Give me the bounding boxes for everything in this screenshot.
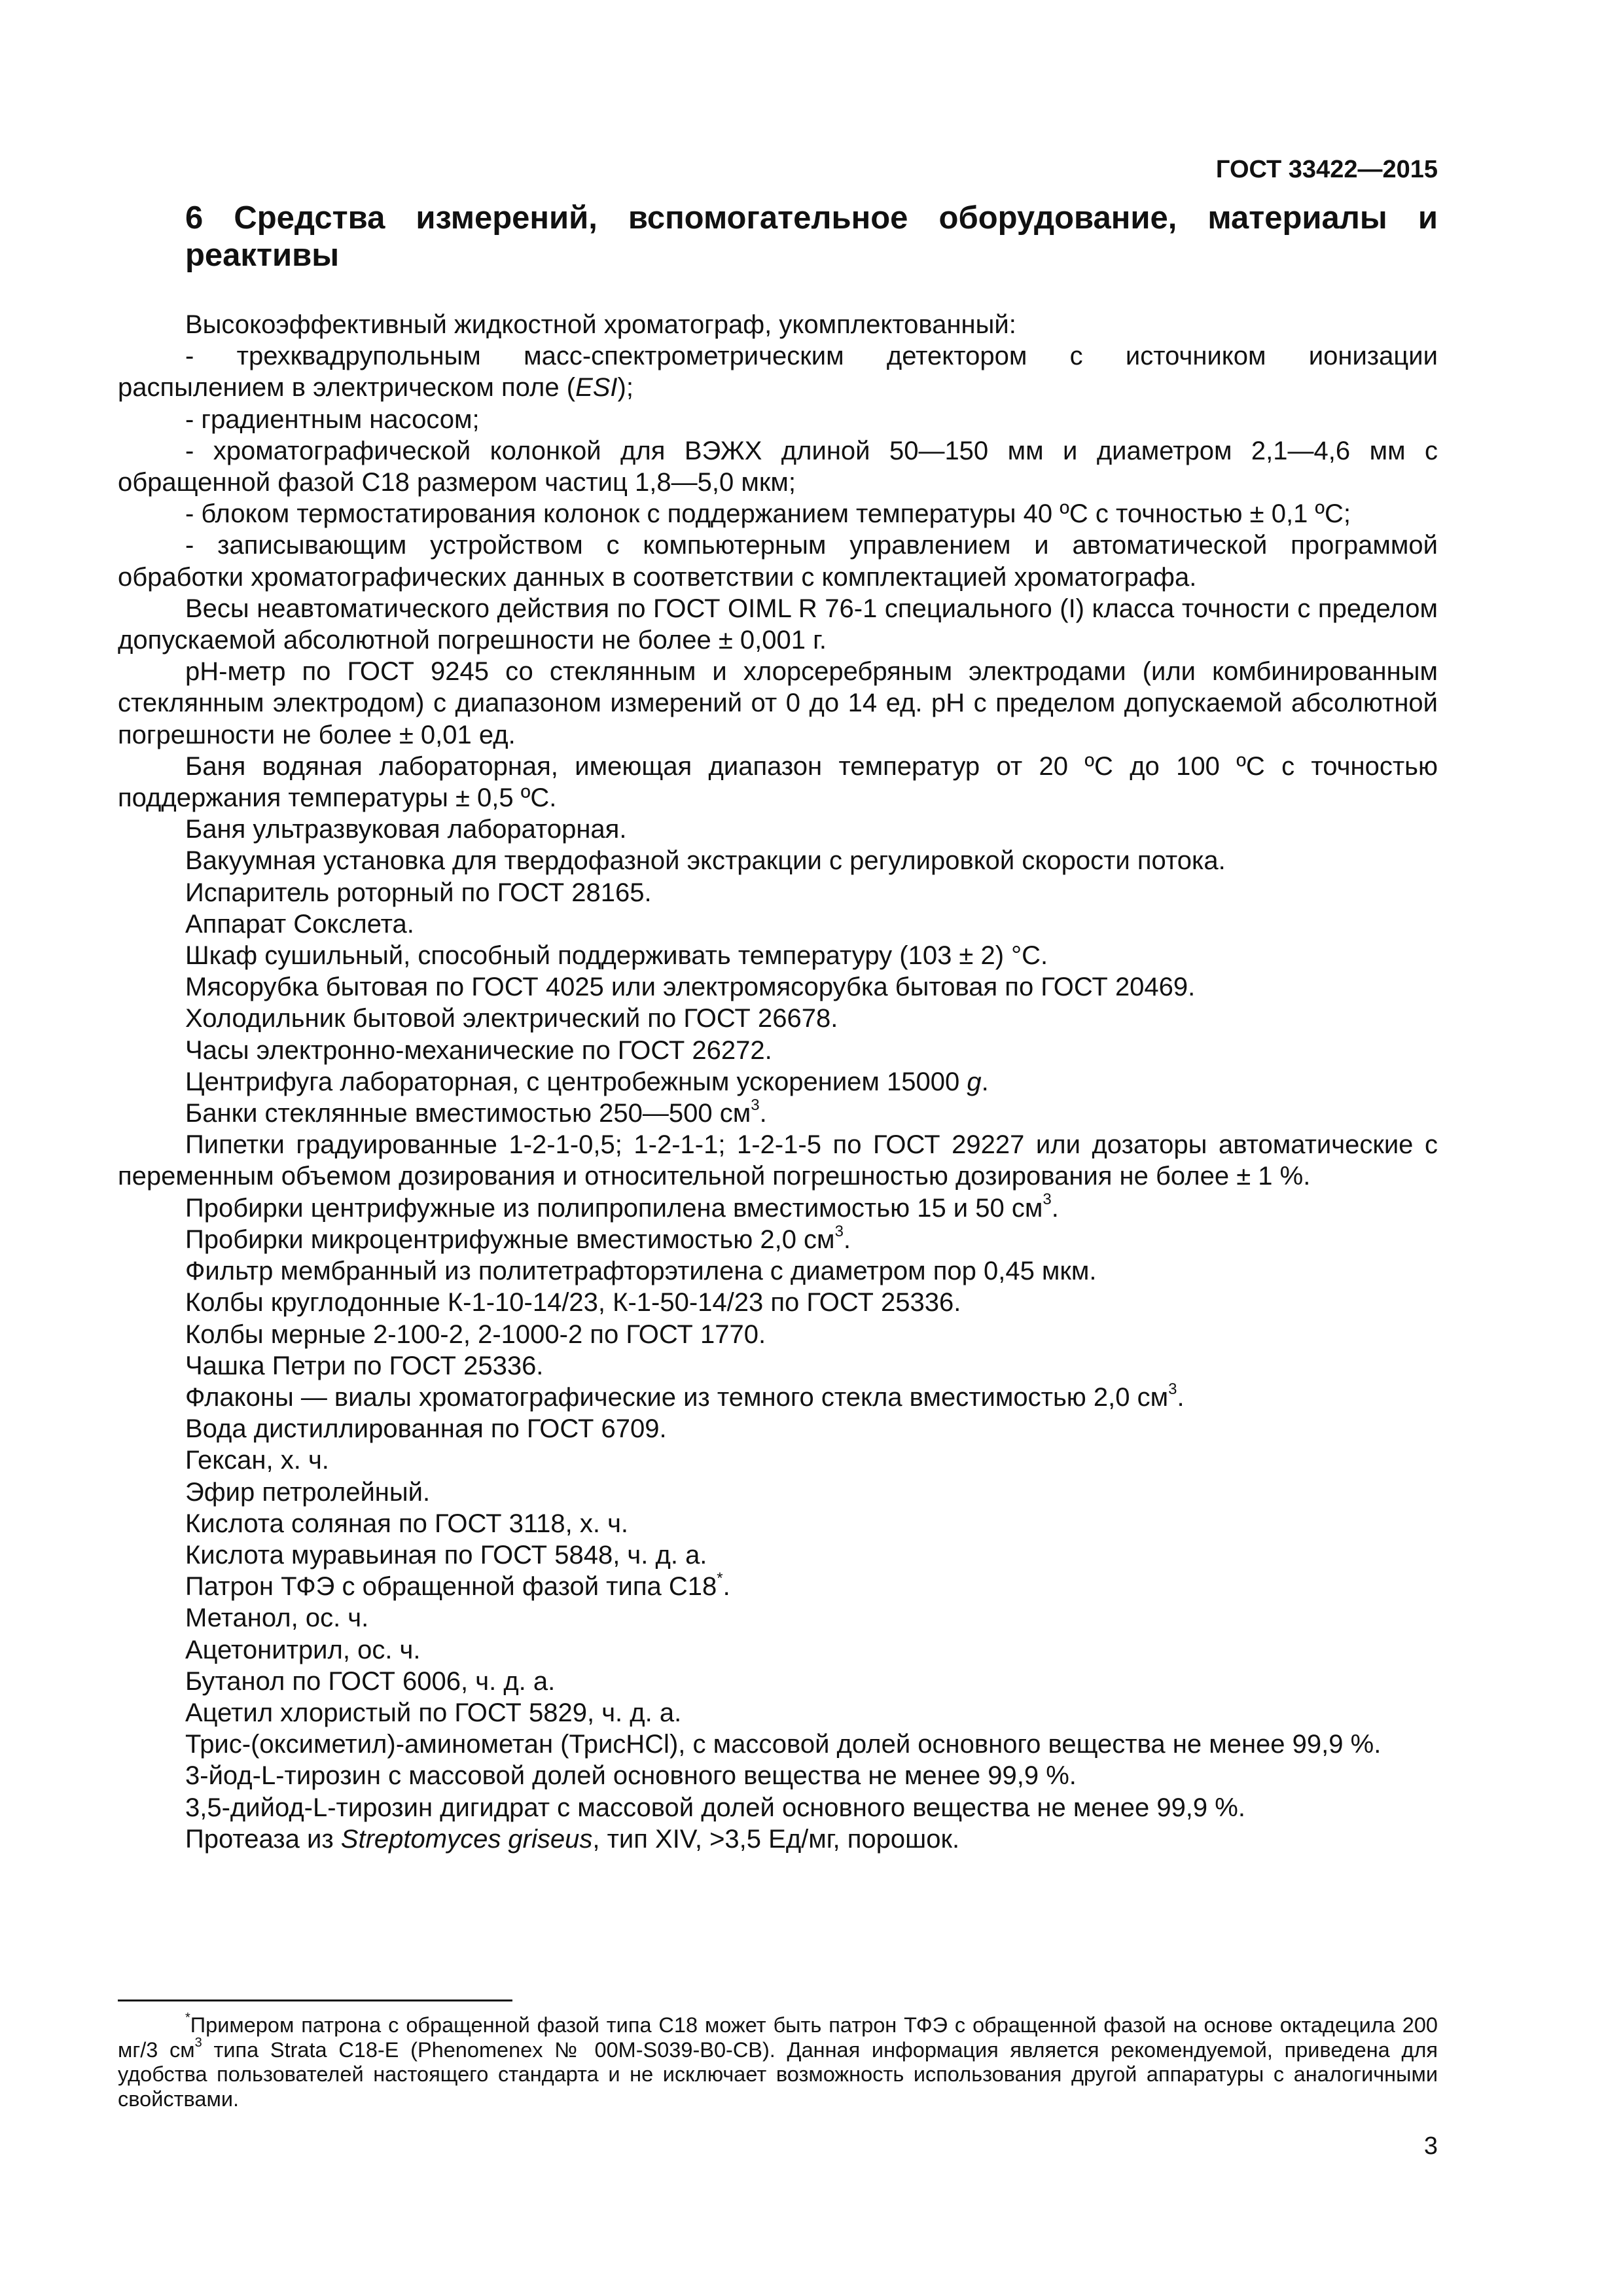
paragraph: Колбы мерные 2-100-2, 2-1000-2 по ГОСТ 1770.	[185, 1319, 766, 1349]
paragraph: Испаритель роторный по ГОСТ 28165.	[185, 878, 652, 907]
footnote-divider	[118, 2000, 512, 2001]
paragraph: Холодильник бытовой электрический по ГОСТ 26678.	[185, 1004, 838, 1033]
list-item-continuation: распылением в электрическом поле (ESI);	[118, 373, 633, 403]
paragraph: Патрон ТФЭ с обращенной фазой типа С18*.	[185, 1569, 730, 1602]
section-title: 6 Средства измерений, вспомогательное оборудование, материалы и реактивы	[185, 200, 1438, 273]
paragraph: Кислота соляная по ГОСТ 3118, х. ч.	[185, 1509, 629, 1538]
paragraph: рН-метр по ГОСТ 9245 со стеклянным и хлорсеребряным электродами (или комбинированным стеклянным электродом) с диапазоном измерений от 0 до 14 ед. рН с пределом допускаемой абсолютной погрешности не более ± 0,01 ед.	[118, 657, 1438, 749]
paragraph: Пробирки центрифужные из полипропилена вместимостью 15 и 50 $см^3$.	[185, 1191, 1059, 1223]
paragraph: Трис-(оксиметил)-аминометан (ТрисHCl), с массовой долей основного вещества не менее 99,9 %.	[185, 1730, 1382, 1759]
paragraph: Ацетонитрил, ос. ч.	[185, 1635, 421, 1664]
list-item-continuation: обработки хроматографических данных в соответствии с комплектацией хроматографа.	[118, 562, 1197, 592]
paragraph: Вода дистиллированная по ГОСТ 6709.	[185, 1414, 667, 1444]
list-item: - трехквадрупольным масс-спектрометрическим детектором с источником ионизации	[185, 342, 1438, 371]
footnote: *Примером патрона с обращенной фазой типа С18 может быть патрон ТФЭ с обращенной фазой на основе октадецила 200 мг/3 $см^3$ типа Strata C18-E (Phenomenex № 00M-S039-B0-CB). Данная информация является рекомендуемой, приведена для удобства пользователей настоящего стандарта и не исключает возможность использования другой аппаратуры с аналогичными свойствами.	[118, 2011, 1438, 2111]
paragraph: Баня водяная лабораторная, имеющая диапазон температур от 20 ºС до 100 ºС с точностью поддержания температуры ± 0,5 ºС.	[118, 751, 1438, 813]
paragraph: Метанол, ос. ч.	[185, 1604, 369, 1633]
paragraph: Мясорубка бытовая по ГОСТ 4025 или электромясорубка бытовая по ГОСТ 20469.	[185, 973, 1196, 1002]
paragraph: Ацетил хлористый по ГОСТ 5829, ч. д. а.	[185, 1698, 682, 1727]
list-item: - блоком термостатирования колонок с поддержанием температуры 40 ºС с точностью ± 0,1 ºС;	[185, 499, 1351, 529]
page-number: 3	[1423, 2132, 1438, 2160]
paragraph: Аппарат Сокслета.	[185, 909, 414, 939]
list-item-continuation: обращенной фазой С18 размером частиц 1,8—5,0 мкм;	[118, 468, 796, 497]
paragraph: Колбы круглодонные К-1-10-14/23, К-1-50-14/23 по ГОСТ 25336.	[185, 1288, 961, 1318]
document-code: ГОСТ 33422—2015	[1215, 156, 1438, 183]
paragraph: Флаконы — виалы хроматографические из темного стекла вместимостью 2,0 $см^3$.	[185, 1380, 1185, 1412]
document-body	[118, 309, 1438, 1855]
paragraph: Пробирки микроцентрифужные вместимостью 2,0 $см^3$.	[185, 1222, 851, 1254]
paragraph: Гексан, х. ч.	[185, 1446, 329, 1475]
paragraph: Банки стеклянные вместимостью 250—500 $см^3$.	[185, 1096, 767, 1128]
footnote-reference[interactable]: *	[717, 1569, 723, 1587]
paragraph: Часы электронно-механические по ГОСТ 26272.	[185, 1035, 772, 1065]
paragraph: 3-йод-L-тирозин с массовой долей основного вещества не менее 99,9 %.	[185, 1761, 1077, 1791]
paragraph: 3,5-дийод-L-тирозин дигидрат с массовой долей основного вещества не менее 99,9 %.	[185, 1793, 1245, 1822]
paragraph: Вакуумная установка для твердофазной экстракции с регулировкой скорости потока.	[185, 846, 1226, 876]
list-item: - хроматографической колонкой для ВЭЖХ длиной 50—150 мм и диаметром 2,1—4,6 мм с	[185, 436, 1438, 465]
list-item: - записывающим устройством с компьютерным управлением и автоматической программой	[185, 531, 1438, 560]
paragraph: Баня ультразвуковая лабораторная.	[185, 815, 627, 844]
paragraph: Пипетки градуированные 1-2-1-0,5; 1-2-1-1; 1-2-1-5 по ГОСТ 29227 или дозаторы автоматические с переменным объемом дозирования и относительной погрешностью дозирования не более ± 1 %.	[118, 1130, 1438, 1191]
paragraph: Весы неавтоматического действия по ГОСТ OIML R 76-1 специального (I) класса точности с пределом допускаемой абсолютной погрешности не более ± 0,001 г.	[118, 594, 1438, 655]
paragraph: Шкаф сушильный, способный поддерживать температуру (103 ± 2) °С.	[185, 941, 1048, 971]
footnote-mark: *	[185, 2011, 190, 2026]
paragraph: Бутанол по ГОСТ 6006, ч. д. а.	[185, 1666, 556, 1696]
list-item: - градиентным насосом;	[185, 404, 480, 434]
paragraph: Фильтр мембранный из политетрафторэтилена с диаметром пор 0,45 мкм.	[185, 1257, 1097, 1286]
paragraph: Чашка Петри по ГОСТ 25336.	[185, 1351, 544, 1380]
paragraph: Центрифуга лабораторная, с центробежным ускорением 15000 g.	[185, 1067, 989, 1096]
paragraph: Протеаза из Streptomyces griseus, тип XIV, >3,5 Ед/мг, порошок.	[185, 1824, 960, 1854]
paragraph: Кислота муравьиная по ГОСТ 5848, ч. д. а.	[185, 1540, 707, 1570]
paragraph: Эфир петролейный.	[185, 1477, 431, 1507]
chromatograph-intro: Высокоэффективный жидкостной хроматограф, укомплектованный:	[185, 310, 1016, 339]
